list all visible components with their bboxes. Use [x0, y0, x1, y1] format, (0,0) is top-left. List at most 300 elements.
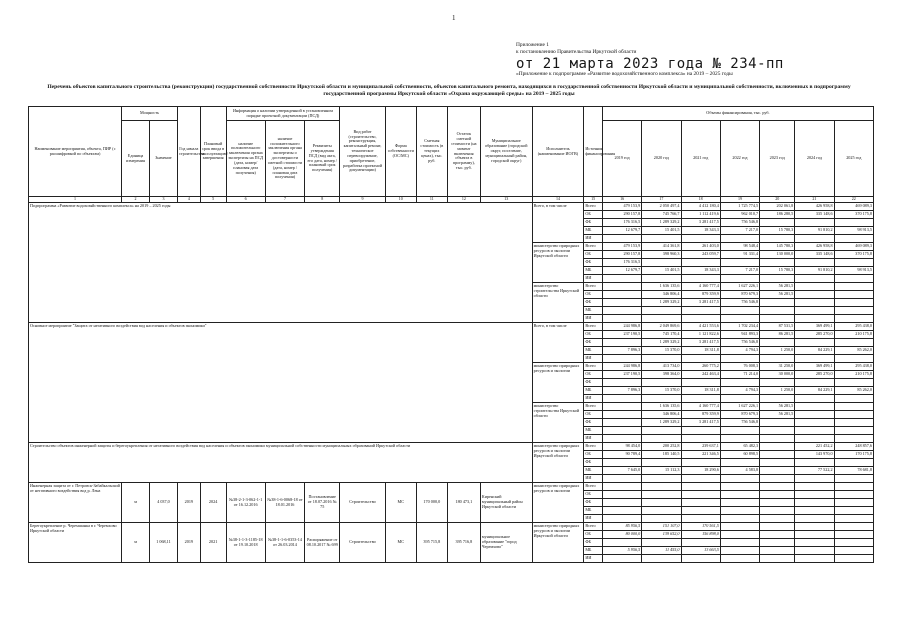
funding-value: 12 679,7	[602, 267, 641, 275]
funding-value: 76 008,3	[720, 363, 759, 371]
funding-value: 98 913,5	[834, 267, 873, 275]
funding-value: 285 270,0	[795, 331, 834, 339]
funding-value	[720, 475, 759, 483]
funding-value: 870 679,3	[720, 291, 759, 299]
funding-value	[795, 259, 834, 267]
funding-value	[602, 307, 641, 315]
object-plan-year: 2021	[200, 523, 226, 563]
section-name: Основное мероприятие "Защита от негативного воздействия вод населения и объектов экономики"	[29, 323, 533, 443]
finance-source-cell: ОБ	[584, 451, 603, 459]
funding-value	[642, 515, 681, 523]
funding-value: 1 627 226,1	[720, 283, 759, 291]
executor-cell: министерство природных ресурсов и экологии Иркутской области	[532, 523, 584, 563]
funding-value	[720, 523, 759, 531]
funding-value: 15 370,0	[642, 387, 681, 395]
funding-value: 210 175,8	[834, 331, 873, 339]
funding-value	[602, 355, 641, 363]
funding-value	[795, 307, 834, 315]
funding-value	[681, 539, 720, 547]
funding-value: 4 412 180,4	[681, 203, 720, 211]
finance-source-cell: ИИ	[584, 315, 603, 323]
funding-value	[760, 547, 795, 555]
funding-value: 91 810,2	[795, 267, 834, 275]
finance-source-cell: Всего	[584, 523, 603, 531]
funding-value	[795, 379, 834, 387]
funding-value: 98 913,5	[834, 227, 873, 235]
approval-line-1: Приложение 1	[516, 42, 549, 48]
object-rest-cost: 395 716,8	[447, 523, 480, 563]
column-index: 14	[532, 197, 584, 203]
funding-value: 186 280,5	[760, 211, 795, 219]
funding-value	[720, 547, 759, 555]
funding-value: 295 438,0	[834, 323, 873, 331]
funding-value: 962 010,7	[720, 211, 759, 219]
finance-source-cell: МБ	[584, 347, 603, 355]
funding-value	[681, 483, 720, 491]
funding-value	[642, 507, 681, 515]
funding-value: 12 679,7	[602, 227, 641, 235]
funding-value	[681, 515, 720, 523]
funding-value	[760, 315, 795, 323]
funding-value	[642, 459, 681, 467]
funding-value	[760, 523, 795, 531]
funding-value	[720, 355, 759, 363]
funding-value	[834, 523, 873, 531]
funding-value: 870 679,3	[720, 411, 759, 419]
funding-value	[602, 475, 641, 483]
funding-value: 1 250,0	[760, 347, 795, 355]
object-rest-cost: 180 473,1	[447, 483, 480, 523]
funding-value: 2 049 869,6	[642, 323, 681, 331]
funding-value: 85 262,0	[834, 347, 873, 355]
funding-value: 335 148,6	[795, 251, 834, 259]
header-unit: Единица измерения	[122, 121, 150, 197]
funding-value	[834, 283, 873, 291]
finance-source-cell: ФБ	[584, 259, 603, 267]
funding-value: 941 893,3	[720, 331, 759, 339]
funding-value: 370 175,8	[834, 211, 873, 219]
funding-value: 15 370,0	[642, 347, 681, 355]
funding-value	[642, 259, 681, 267]
object-work-type: Строительство	[340, 483, 386, 523]
funding-value: 170 175,8	[834, 451, 873, 459]
funding-value	[681, 395, 720, 403]
funding-value	[834, 235, 873, 243]
funding-value	[760, 219, 795, 227]
funding-value	[681, 427, 720, 435]
funding-value: 87 531,5	[760, 323, 795, 331]
funding-value: 1 289 329,2	[642, 419, 681, 427]
funding-value: 11 455,0	[642, 547, 681, 555]
funding-value	[642, 499, 681, 507]
object-plan-year: 2024	[200, 483, 226, 523]
funding-value	[760, 275, 795, 283]
funding-value: 398 960,3	[642, 251, 681, 259]
funding-value: 151 107,0	[642, 523, 681, 531]
funding-value: 1 121 822,6	[681, 331, 720, 339]
funding-value: 56 281,5	[760, 291, 795, 299]
funding-value: 290 157,8	[602, 251, 641, 259]
funding-value	[795, 547, 834, 555]
funding-value: 13 663,5	[681, 547, 720, 555]
funding-value: 1 112 419,6	[681, 211, 720, 219]
funding-value	[642, 235, 681, 243]
finance-source-cell: ФБ	[584, 379, 603, 387]
finance-source-cell: МБ	[584, 387, 603, 395]
funding-value	[720, 483, 759, 491]
header-approval-req: Реквизиты утверждения ПСД (вид акта, его дата, номер / плановый срок получения)	[305, 121, 340, 197]
table-row	[29, 523, 874, 531]
funding-value	[681, 259, 720, 267]
funding-value: 65 482,3	[720, 443, 759, 451]
funding-value	[602, 315, 641, 323]
funding-value: 77 522,2	[795, 467, 834, 475]
funding-value: 479 153,9	[602, 203, 641, 211]
funding-value	[795, 531, 834, 539]
funding-value	[795, 275, 834, 283]
finance-source-cell: ФБ	[584, 539, 603, 547]
object-capacity: 4 037,0	[150, 483, 178, 523]
funding-value	[795, 339, 834, 347]
funding-value: 56 281,5	[760, 411, 795, 419]
funding-value	[720, 531, 759, 539]
finance-source-cell: ИИ	[584, 395, 603, 403]
funding-value: 1 289 329,2	[642, 339, 681, 347]
funding-value: 369 499,1	[795, 363, 834, 371]
funding-value	[795, 435, 834, 443]
finance-source-cell: ФБ	[584, 219, 603, 227]
funding-value	[681, 475, 720, 483]
funding-value	[795, 315, 834, 323]
funding-value: 4 160 777,4	[681, 403, 720, 411]
funding-value: 84 229,1	[795, 347, 834, 355]
funding-value	[795, 499, 834, 507]
approval-line-2: к постановлению Правительства Иркутской области	[516, 49, 637, 56]
funding-value	[834, 403, 873, 411]
funding-value: 1 289 329,2	[642, 219, 681, 227]
funding-value: 879 359,9	[681, 291, 720, 299]
executor-cell: министерство строительства Иркутской области	[532, 283, 584, 323]
header-capacity: Мощность	[122, 107, 178, 121]
funding-value: 2 050 497,4	[642, 203, 681, 211]
object-municipality: Киренский муниципальный район Иркутской области	[480, 483, 532, 523]
funding-value: 756 546,8	[720, 419, 759, 427]
funding-value	[642, 539, 681, 547]
funding-value	[720, 275, 759, 283]
funding-value: 7 217,0	[720, 227, 759, 235]
funding-value	[720, 235, 759, 243]
funding-value: 237 190,5	[602, 371, 641, 379]
funding-value: 85 956,5	[602, 523, 641, 531]
header-plan-year: Плановый срок ввода в эксплуатацию/завершения	[200, 107, 226, 197]
funding-value	[602, 283, 641, 291]
funding-value	[834, 491, 873, 499]
funding-value: 18 290,6	[681, 467, 720, 475]
finance-source-cell: МБ	[584, 427, 603, 435]
funding-value	[760, 499, 795, 507]
finance-source-cell: ФБ	[584, 459, 603, 467]
finance-source-cell: МБ	[584, 267, 603, 275]
funding-value: 200 252,8	[642, 443, 681, 451]
finance-source-cell: ИИ	[584, 275, 603, 283]
funding-value: 7 896,3	[602, 347, 641, 355]
funding-value: 369 499,1	[795, 323, 834, 331]
funding-value: 91 810,2	[795, 227, 834, 235]
funding-value	[760, 307, 795, 315]
funding-value: 15 780,3	[760, 227, 795, 235]
header-year-2023: 2023 год	[760, 121, 795, 197]
funding-value	[795, 523, 834, 531]
funding-value	[720, 259, 759, 267]
funding-value	[760, 515, 795, 523]
finance-source-cell: Всего	[584, 203, 603, 211]
executor-cell: Всего, в том числе	[532, 323, 584, 363]
funding-value	[760, 355, 795, 363]
funding-value: 145 780,3	[760, 243, 795, 251]
funding-value	[834, 499, 873, 507]
header-ownership: Форма собственности (ОС/МС)	[385, 107, 416, 197]
column-index: 20	[760, 197, 795, 203]
funding-value	[681, 555, 720, 563]
funding-value: 414 361,8	[642, 243, 681, 251]
funding-value: 1 702 234,4	[720, 323, 759, 331]
funding-value: 346 806,4	[642, 291, 681, 299]
funding-value	[720, 427, 759, 435]
funding-value	[760, 379, 795, 387]
funding-value	[720, 307, 759, 315]
funding-value: 91 331,4	[720, 251, 759, 259]
funding-value: 4 794,3	[720, 347, 759, 355]
column-index: 4	[177, 197, 200, 203]
funding-value	[760, 339, 795, 347]
funding-value: 237 190,5	[602, 331, 641, 339]
funding-value	[681, 275, 720, 283]
funding-value: 210 175,8	[834, 371, 873, 379]
funding-value: 3 281 417,5	[681, 339, 720, 347]
funding-value	[760, 259, 795, 267]
funding-value: 285 270,0	[795, 371, 834, 379]
funding-value	[760, 459, 795, 467]
funding-value: 879 359,9	[681, 411, 720, 419]
executor-cell: министерство природных ресурсов и экологии	[532, 483, 584, 523]
funding-value: 85 262,0	[834, 387, 873, 395]
funding-value	[602, 515, 641, 523]
funding-value: 248 857,6	[834, 443, 873, 451]
funding-value	[642, 555, 681, 563]
funding-value: 221 346,5	[681, 451, 720, 459]
finance-source-cell: ОБ	[584, 331, 603, 339]
funding-value	[795, 411, 834, 419]
funding-value	[834, 339, 873, 347]
finance-source-cell: ИИ	[584, 435, 603, 443]
funding-value: 15 112,3	[642, 467, 681, 475]
executor-cell: министерство природных ресурсов и экологии Иркутской области	[532, 243, 584, 283]
header-name: Наименование мероприятия, объекта, ПИР (с расшифровкой по объектам)	[29, 107, 122, 197]
funding-value	[834, 275, 873, 283]
funding-value	[795, 483, 834, 491]
finance-source-cell: ИИ	[584, 555, 603, 563]
funding-value	[795, 395, 834, 403]
column-index: 6	[226, 197, 265, 203]
funding-value: 426 958,8	[795, 243, 834, 251]
funding-value: 756 546,8	[720, 339, 759, 347]
finance-source-cell: МБ	[584, 307, 603, 315]
funding-value	[760, 507, 795, 515]
funding-value	[834, 379, 873, 387]
section-name: Строительство объектов инженерной защиты и берегоукрепления от негативного воздействия вод населения и объектов экономики муниципальной собственности муниципальных образований Иркутской области	[29, 443, 533, 483]
page-number: 1	[452, 14, 456, 22]
object-estimate: №38-1-1-6-0353-14 от 26.03.2014	[265, 523, 304, 563]
funding-value: 413 734,0	[642, 363, 681, 371]
column-index: 21	[795, 197, 834, 203]
object-unit: м	[122, 523, 150, 563]
funding-value	[760, 491, 795, 499]
funding-value	[642, 275, 681, 283]
funding-value	[642, 475, 681, 483]
funding-value: 18 343,3	[681, 227, 720, 235]
finance-source-cell: Всего	[584, 403, 603, 411]
table-row	[29, 323, 874, 331]
funding-value: 398 364,0	[642, 371, 681, 379]
funding-value	[760, 539, 795, 547]
finance-source-cell: ОБ	[584, 291, 603, 299]
funding-value: 1 725 774,5	[720, 203, 759, 211]
funding-value: 3 281 417,5	[681, 299, 720, 307]
funding-value	[720, 435, 759, 443]
finance-source-cell: ИИ	[584, 355, 603, 363]
finance-source-cell: Всего	[584, 363, 603, 371]
funding-value	[602, 395, 641, 403]
funding-value	[795, 235, 834, 243]
funding-value	[795, 299, 834, 307]
header-municipality: Муниципальное образование (городской округ, поселение, муниципальный район, городской округ)	[480, 107, 532, 197]
funding-value: 78 681,8	[834, 467, 873, 475]
document-title: Перечень объектов капитального строительства (реконструкции) государственной собственности Иркутской области и муниципальной собственности, объектов капитального ремонта, находящихся в государственной собственности Иркутской области и муниципальной собственности, включенных в подпрограмму государственной программы Иркутской области «Охрана окружающей среды» на 2019 – 2025 годы	[47, 84, 851, 98]
funding-value	[834, 259, 873, 267]
funding-value	[602, 539, 641, 547]
funding-value	[834, 299, 873, 307]
funding-value	[642, 315, 681, 323]
funding-value	[795, 291, 834, 299]
table-row	[29, 443, 874, 451]
finance-source-cell: Всего	[584, 443, 603, 451]
objects-table	[28, 106, 874, 563]
funding-value: 4 421 553,6	[681, 323, 720, 331]
header-year-2020: 2020 год	[642, 121, 681, 197]
header-value: Значение	[150, 121, 178, 197]
table-row	[29, 483, 874, 491]
object-capacity: 1 068,11	[150, 523, 178, 563]
finance-source-cell: МБ	[584, 467, 603, 475]
object-unit: м	[122, 483, 150, 523]
funding-value: 15 401,5	[642, 227, 681, 235]
funding-value	[795, 491, 834, 499]
funding-value: 295 438,0	[834, 363, 873, 371]
funding-value: 335 148,6	[795, 211, 834, 219]
funding-value	[834, 427, 873, 435]
header-start-year: Год начала строительства	[177, 107, 200, 197]
funding-value	[834, 483, 873, 491]
finance-source-cell: ФБ	[584, 419, 603, 427]
funding-value: 756 546,8	[720, 219, 759, 227]
funding-value	[795, 427, 834, 435]
funding-value: 98 454,0	[602, 443, 641, 451]
funding-value: 56 281,5	[760, 283, 795, 291]
finance-source-cell: Всего	[584, 323, 603, 331]
header-pd-cost: Сметная стоимость (в текущих ценах), тыс. руб.	[416, 107, 447, 197]
funding-value	[602, 491, 641, 499]
funding-value	[681, 379, 720, 387]
object-start-year: 2019	[177, 483, 200, 523]
funding-value: 4 160 777,4	[681, 283, 720, 291]
object-start-year: 2019	[177, 523, 200, 563]
funding-value	[795, 555, 834, 563]
funding-value: 239 637,1	[681, 443, 720, 451]
funding-value: 80 000,0	[602, 531, 641, 539]
funding-value	[602, 499, 641, 507]
funding-value: 745 766,7	[642, 211, 681, 219]
funding-value: 15 780,3	[760, 267, 795, 275]
funding-value: 5 956,5	[602, 547, 641, 555]
funding-value: 260 775,2	[681, 363, 720, 371]
finance-source-cell: ИИ	[584, 515, 603, 523]
object-ownership: МС	[385, 483, 416, 523]
funding-value: 60 898,5	[720, 451, 759, 459]
object-name: Инженерная защита от г. Петровск-Забайкальский от негативного воздействия вод р. Лена	[29, 483, 122, 523]
funding-value	[602, 435, 641, 443]
object-ownership: МС	[385, 523, 416, 563]
finance-source-cell: ОБ	[584, 531, 603, 539]
funding-value	[681, 307, 720, 315]
funding-value	[834, 395, 873, 403]
funding-value	[720, 515, 759, 523]
column-index: 22	[834, 197, 873, 203]
funding-value: 290 157,8	[602, 211, 641, 219]
funding-value	[681, 459, 720, 467]
funding-value: 7 896,3	[602, 387, 641, 395]
funding-value	[602, 339, 641, 347]
funding-value: 18 311,8	[681, 347, 720, 355]
funding-value: 1 627 226,1	[720, 403, 759, 411]
header-year-2019: 2019 год	[602, 121, 641, 197]
funding-value	[720, 539, 759, 547]
finance-source-cell: МБ	[584, 227, 603, 235]
funding-value: 4 794,3	[720, 387, 759, 395]
approval-date: от 21 марта 2023 года № 234-пп	[516, 55, 784, 72]
finance-source-cell: ФБ	[584, 339, 603, 347]
column-index: 19	[720, 197, 759, 203]
object-work-type: Строительство	[340, 523, 386, 563]
funding-value	[602, 483, 641, 491]
funding-value	[760, 475, 795, 483]
object-cost: 395 715,8	[416, 523, 447, 563]
funding-value	[834, 547, 873, 555]
funding-value: 143 970,0	[795, 451, 834, 459]
finance-source-cell: ИИ	[584, 235, 603, 243]
funding-value: 244 986,8	[602, 323, 641, 331]
finance-source-cell: МБ	[584, 547, 603, 555]
column-index: 15	[584, 197, 603, 203]
executor-cell: министерство строительства Иркутской области	[532, 403, 584, 443]
funding-value: 31 250,0	[760, 363, 795, 371]
executor-cell: министерство природных ресурсов и экологии Иркутской области	[532, 443, 584, 483]
funding-value	[681, 315, 720, 323]
funding-value	[720, 315, 759, 323]
funding-value	[834, 515, 873, 523]
table-row	[29, 203, 874, 211]
object-approval: Постановление от 18.07.2016 № 75	[305, 483, 340, 523]
funding-value	[834, 291, 873, 299]
